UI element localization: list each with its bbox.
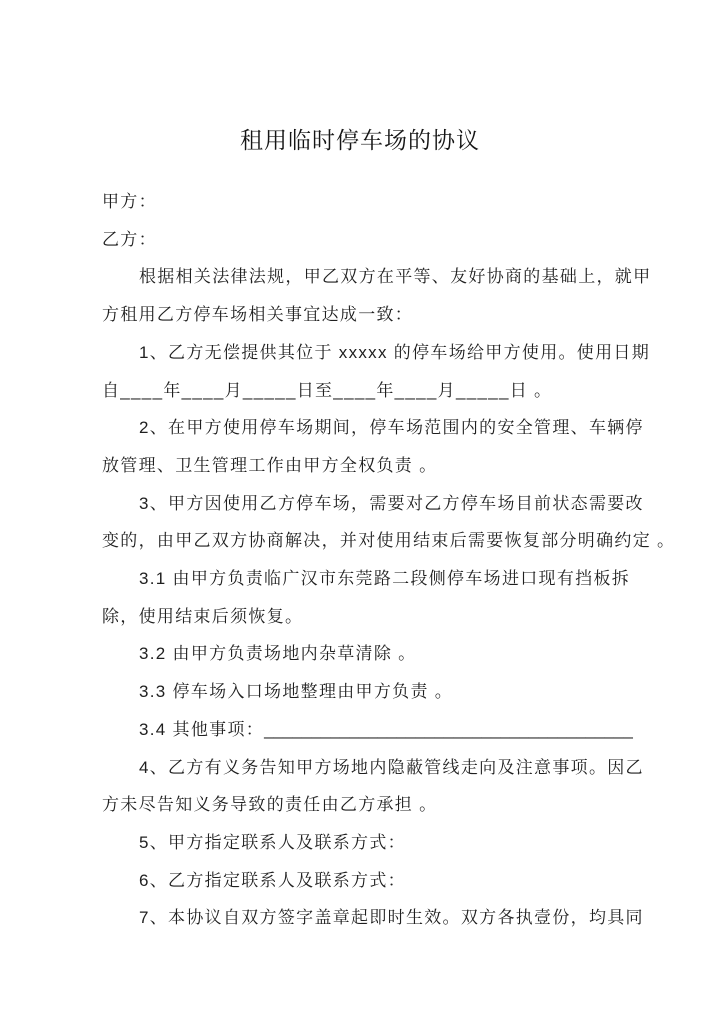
clause-1-date-blanks-line: 自____年____月_____日至____年____月_____日 。 <box>102 380 553 400</box>
clause-4-line-1: 4、乙方有义务告知甲方场地内隐蔽管线走向及注意事项。因乙 <box>139 757 644 777</box>
clause-1-line-1: 1、乙方无偿提供其位于 xxxxx 的停车场给甲方使用。使用日期 <box>139 342 650 362</box>
clause-3-line-2: 变的，由甲乙双方协商解决，并对使用结束后需要恢复部分明确约定 。 <box>102 531 676 551</box>
clause-3-3-line: 3.3 停车场入口场地整理由甲方负责 。 <box>139 682 454 702</box>
clause-6-line: 6、乙方指定联系人及联系方式： <box>139 870 406 890</box>
party-b-label: 乙方： <box>102 229 157 249</box>
clause-5-line: 5、甲方指定联系人及联系方式： <box>139 832 406 852</box>
preamble-line-1: 根据相关法律法规，甲乙双方在平等、友好协商的基础上，就甲 <box>139 267 652 287</box>
clause-4-line-2: 方未尽告知义务导致的责任由乙方承担 。 <box>102 795 438 815</box>
clause-3-4-text: 3.4 其他事项： <box>139 719 265 739</box>
clause-3-1-line-2: 除，使用结束后须恢复。 <box>102 606 304 626</box>
clause-7-line: 7、本协议自双方签字盖章起即时生效。双方各执壹份，均具同 <box>139 908 644 928</box>
document-body <box>0 183 720 937</box>
clause-3-2-line: 3.2 由甲方负责场地内杂草清除 。 <box>139 644 417 664</box>
party-a-label: 甲方： <box>102 192 157 211</box>
clause-3-1-line-1: 3.1 由甲方负责临广汉市东莞路二段侧停车场进口现有挡板拆 <box>139 569 631 589</box>
document-title: 租用临时停车场的协议 <box>240 128 480 153</box>
clause-2-line-1: 2、在甲方使用停车场期间，停车场范围内的安全管理、车辆停 <box>139 418 644 438</box>
clause-2-line-2: 放管理、卫生管理工作由甲方全权负责 。 <box>102 455 438 475</box>
clause-3-4-fill-in-blank: _______________________________________ <box>264 719 633 739</box>
clause-3-4-line <box>102 711 660 749</box>
clause-3-line-1: 3、甲方因使用乙方停车场，需要对乙方停车场目前状态需要改 <box>139 493 644 513</box>
preamble-line-2: 方租用乙方停车场相关事宜达成一致： <box>102 305 414 325</box>
